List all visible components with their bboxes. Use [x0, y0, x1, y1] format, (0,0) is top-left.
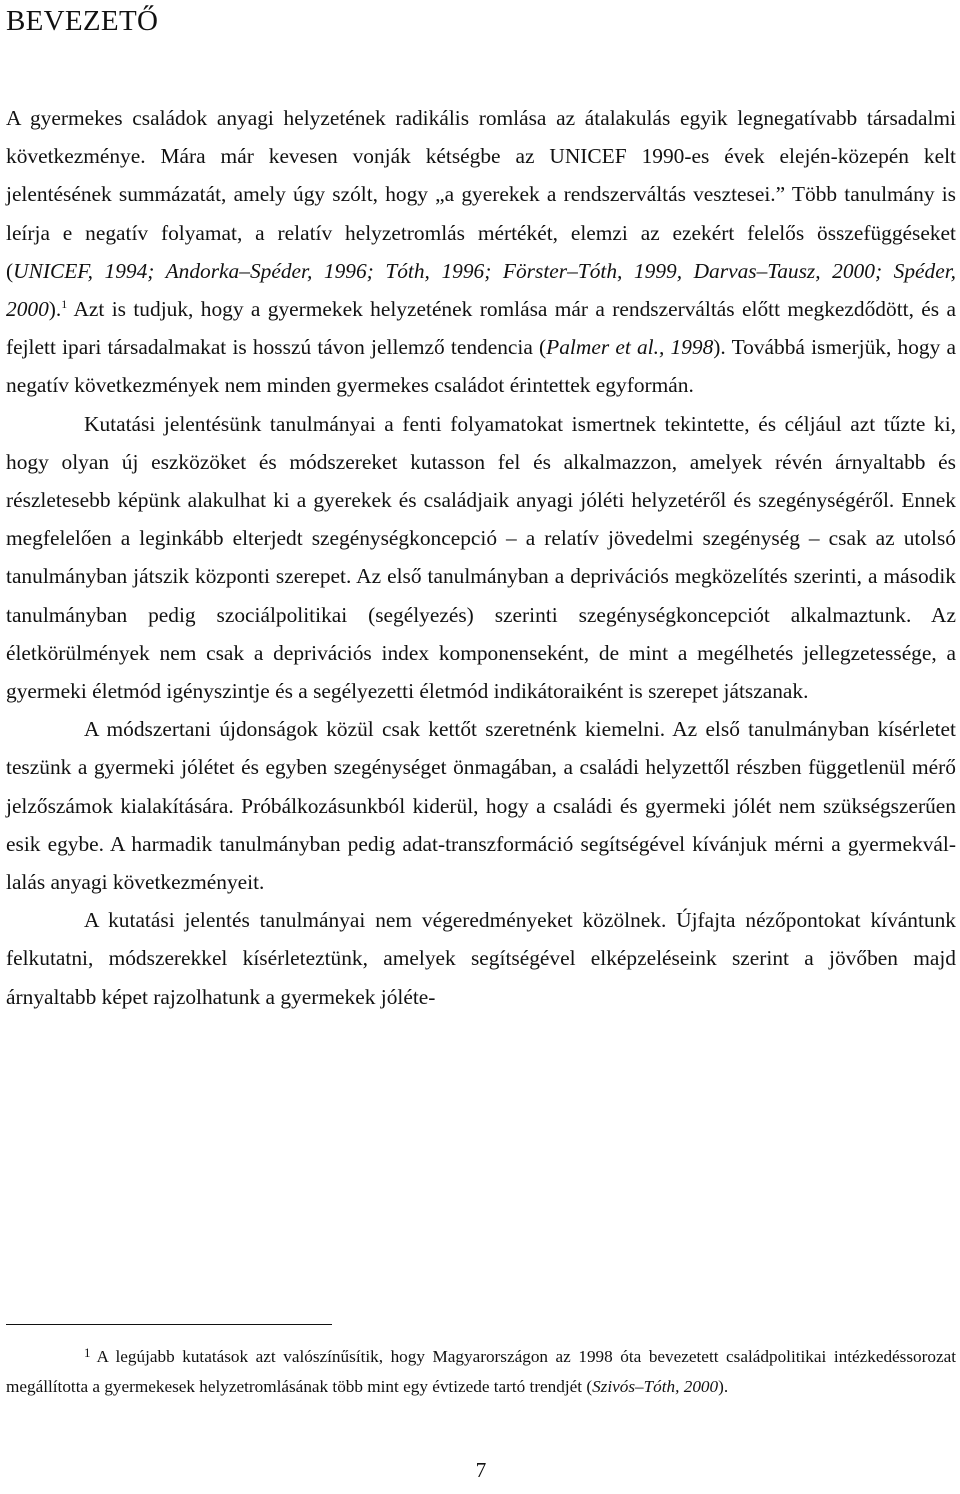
paragraph-2: Kutatási jelentésünk tanulmányai a fenti folyamatokat ismertnek tekintette, és céljául azt tűzte ki, hogy olyan új eszközöket és módszereket kutasson fel és alkalmazzon, amelyek révén árnyaltabb és részletesebb képünk alakulhat ki a gyerekek és családjaik anyagi jóléti helyzetéről és szegénységéről. Ennek megfelelően a leginkább elterjedt szegénységkoncepció – a relatív jövedelmi szegénység – csak az utolsó tanulmányban játszik központi szerepet. Az első tanulmányban a deprivációs megközelítés szerinti, a második tanulmányban pedig szociálpolitikai (segélyezés) szerinti szegénységkoncepciót alkalmaztunk. Az életkörülmények nem csak a deprivációs index komponenseként, de mint a megélhetés jellegzetessége, a gyermeki életmód igényszintje és a segélyezetti életmód indikátoraiként is szerepet játszanak. [6, 411, 956, 704]
footnote-divider [6, 1324, 332, 1325]
paragraph-1-text-d: ). Továbbá ismerjük, hogy a negatív következmények nem minden gyermekes családot érintettek egyformán. [6, 335, 956, 398]
section-heading: BEVEZETŐ [6, 5, 159, 37]
citation-group-2: Palmer et al., 1998 [546, 335, 714, 360]
footnote-reference[interactable]: 1 [61, 297, 68, 312]
body-text [6, 99, 956, 1016]
footnote-text: A legújabb kutatások azt valószínűsítik, hogy Magyarországon az 1998 óta bevezetett családpolitikai intézkedéssorozat megállította a gyermekesek helyzetromlásának több mint egy évtizede tartó trendjét ( [6, 1347, 956, 1396]
footnote-end: ). [718, 1376, 729, 1396]
paragraph-1-text-b: ). [48, 297, 62, 322]
paragraph-1 [6, 99, 956, 405]
footnote [6, 1338, 956, 1401]
footnote-mark: 1 [84, 1345, 91, 1360]
footnote-citation: Szivós–Tóth, 2000 [592, 1376, 719, 1396]
paragraph-4: A kutatási jelentés tanulmányai nem végeredményeket közölnek. Újfajta nézőpontokat kívántunk felkutatni, módszerekkel kísérleteztünk, amelyek segítségével elképzeléseink szerint a jövőben majd árnyaltabb képet rajzolhatunk a gyermekek jóléte- [6, 908, 956, 1009]
paragraph-3: A módszertani újdonságok közül csak kettőt szeretnénk kiemelni. Az első tanulmányban kísérletet teszünk a gyermeki jólétet és egyben szegénységet önmagában, a családi helyzettől részben függetlenül mérő jelzőszámok kialakítására. Próbálkozásunkból kiderül, hogy a családi és gyermeki jólét nem szükségszerűen esik egybe. A harmadik tanulmányban pedig adat-transzformáció segítségével kívánjuk mérni a gyermekvállalás anyagi következményeit. [6, 717, 956, 895]
paragraph-1-text-c: Azt is tudjuk, hogy a gyermekek helyzetének romlása már a rendszerváltás előtt megkezdődött, és a fejlett ipari társadalmakat is hosszú távon jellemző tendencia ( [6, 297, 956, 360]
citation-group-1: UNICEF, 1994; Andorka–Spéder, 1996; Tóth, 1996; Förster–Tóth, 1999, Darvas–Tausz, 2000; Spéder, 2000 [6, 258, 956, 322]
paragraph-1-text-a: A gyermekes családok anyagi helyzetének radikális romlása az átalakulás egyik legnegatívabb társadalmi következménye. Mára már kevesen vonják kétségbe az UNICEF 1990-es évek elején-közepén kelt jelentésének summázatát, amely úgy szólt, hogy „a gyerekek a rendszerváltás vesztesei.” Több tanulmány is leírja e negatív folyamat, a relatív helyzetromlás mértékét, elemzi az ezekért felelős összefüggéseket ( [6, 106, 956, 283]
page-number: 7 [475, 1458, 487, 1482]
